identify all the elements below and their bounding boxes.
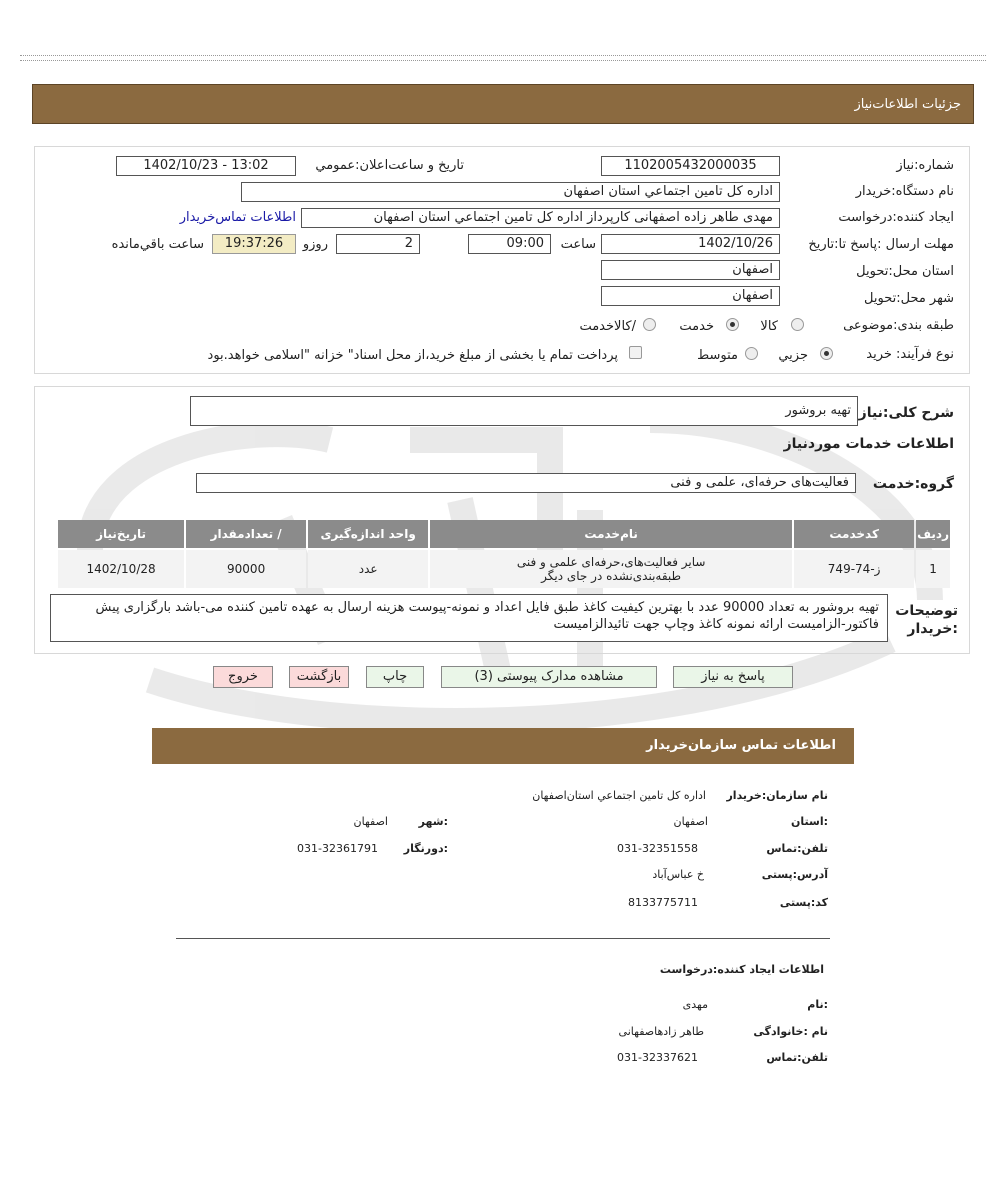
treasury-payment-checkbox[interactable] [629, 346, 642, 359]
process-label: نوع فرآيند: خريد [866, 347, 954, 362]
treasury-payment-label: پرداخت تمام يا بخشی از مبلغ خريد،از محل اسناد" خزانه "اسلامی خواهد.بود [207, 348, 618, 363]
section-divider [176, 938, 830, 939]
group-field: فعاليت‌های حرفه‌ای، علمی و فنی [196, 473, 856, 493]
cell-unit: عدد [308, 550, 428, 588]
top-divider [20, 55, 986, 61]
creator-name-value: مهدی [682, 998, 708, 1011]
deadline-label: مهلت ارسال :پاسخ تا:تاريخ [808, 237, 954, 252]
announce-field: 1402/10/23 - 13:02 [116, 156, 296, 176]
cell-name: ساير فعاليت‌های،حرفه‌ای علمی و فنی طبقه‌بندی‌نشده در جای ديگر [430, 550, 792, 588]
announce-label: تاريخ و ساعت‌اعلان:عمومي [315, 158, 464, 173]
creator-phone-value: 031-32337621 [617, 1051, 698, 1064]
org-phone-value: 031-32351558 [617, 842, 698, 855]
deadline-time-label: ساعت [560, 237, 596, 252]
category-goods-service-radio[interactable] [643, 318, 656, 331]
org-contact-header [152, 728, 854, 764]
creator-phone-label: تلفن:تماس [766, 1051, 828, 1064]
cell-code: ز-74-749 [794, 550, 914, 588]
col-date: تاريخ‌نياز [58, 520, 184, 548]
need-number-field: 1102005432000035 [601, 156, 780, 176]
buyer-field: اداره کل تامين اجتماعي استان اصفهان [241, 182, 780, 202]
need-info-panel [34, 146, 970, 374]
category-goods-label: کالا [760, 319, 778, 334]
creator-family-value: طاهر زادهاصفهانی [618, 1025, 704, 1038]
table-row [58, 550, 950, 588]
back-button[interactable]: بازگشت [289, 666, 349, 688]
org-postal-label: کد:پستی [779, 896, 828, 909]
org-city-value: اصفهان [353, 815, 388, 828]
col-name: نام‌خدمت [430, 520, 792, 548]
buyer-label: نام دستگاه:خريدار [855, 184, 954, 199]
process-partial-label: جزيي [778, 348, 808, 363]
province-label: استان محل:تحويل [856, 264, 954, 279]
deadline-date-field: 1402/10/26 [601, 234, 780, 254]
city-field: اصفهان [601, 286, 780, 306]
buyer-notes-field: تهيه بروشور به تعداد 90000 عدد با بهترين کيفيت کاغذ طبق فايل اعداد و نمونه-پيوست هزينه ارسال به عهده تامين کننده می-باشد بارگزاری پيش فاکتور-الزاميست ارائه نمونه کاغذ وچاپ جهت تائيدالزاميست [50, 594, 888, 642]
services-table [56, 518, 952, 590]
summary-field: تهيه بروشور [190, 396, 858, 426]
col-row: رديف [916, 520, 950, 548]
org-address-label: آدرس:پستی [761, 868, 828, 881]
org-province-label: :استان [791, 815, 828, 828]
creator-name-label: :نام [807, 998, 828, 1011]
org-name-label: نام سازمان:خريدار [726, 789, 828, 802]
org-postal-value: 8133775711 [628, 896, 698, 909]
view-attachments-button[interactable]: مشاهده مدارک پيوستی (3) [441, 666, 657, 688]
page-title: جزئيات اطلاعات‌نياز [854, 97, 961, 112]
days-label: روزو [302, 237, 328, 252]
org-fax-value: 031-32361791 [297, 842, 378, 855]
org-fax-label: :دورنگار [403, 842, 448, 855]
province-field: اصفهان [601, 260, 780, 280]
cell-row: 1 [916, 550, 950, 588]
org-name-value: اداره کل تامين اجتماعي استان‌اصفهان [532, 789, 706, 802]
buyer-notes-label: توضيحات :خريدار [895, 603, 958, 637]
org-province-value: اصفهان [673, 815, 708, 828]
creator-info-title: اطلاعات ايجاد کننده:درخواست [659, 963, 824, 976]
group-label: گروه:خدمت [872, 476, 954, 492]
exit-button[interactable]: خروج [213, 666, 273, 688]
summary-label: شرح کلی:نیاز [858, 405, 954, 421]
page-header [32, 84, 974, 124]
process-partial-radio[interactable] [820, 347, 833, 360]
category-goods-radio[interactable] [791, 318, 804, 331]
print-button[interactable]: چاپ [366, 666, 424, 688]
col-unit: واحد اندازه‌گيری [308, 520, 428, 548]
org-city-label: :شهر [418, 815, 448, 828]
days-field: 2 [336, 234, 420, 254]
category-service-radio[interactable] [726, 318, 739, 331]
org-phone-label: تلفن:تماس [766, 842, 828, 855]
services-title: اطلاعات خدمات موردنیاز [783, 436, 954, 452]
remaining-label: ساعت باقي‌مانده [111, 237, 204, 252]
org-contact-title: اطلاعات تماس سازمان‌خريدار [646, 738, 836, 753]
creator-family-label: نام :خانوادگی [753, 1025, 828, 1038]
process-medium-radio[interactable] [745, 347, 758, 360]
cell-qty: 90000 [186, 550, 306, 588]
buyer-contact-link[interactable]: اطلاعات تماس‌خريدار [179, 210, 296, 225]
category-goods-service-label: /کالاخدمت [579, 319, 636, 334]
category-label: طبقه بندی:موضوعی [843, 318, 954, 333]
cell-date: 1402/10/28 [58, 550, 184, 588]
org-address-value: خ عباس‌آباد [652, 868, 704, 881]
category-service-label: خدمت [679, 319, 714, 334]
process-medium-label: متوسط [697, 348, 738, 363]
col-qty: / تعدادمقدار [186, 520, 306, 548]
reply-button[interactable]: پاسخ به نياز [673, 666, 793, 688]
deadline-time-field: 09:00 [468, 234, 551, 254]
city-label: شهر محل:تحويل [864, 291, 954, 306]
need-number-label: شماره:نیاز [896, 158, 954, 173]
creator-label: ايجاد کننده:درخواست [838, 210, 954, 225]
creator-field: مهدی طاهر زاده اصفهانی کارپرداز اداره کل تامين اجتماعي استان اصفهان [301, 208, 780, 228]
remaining-time-field: 19:37:26 [212, 234, 296, 254]
col-code: کدخدمت [794, 520, 914, 548]
